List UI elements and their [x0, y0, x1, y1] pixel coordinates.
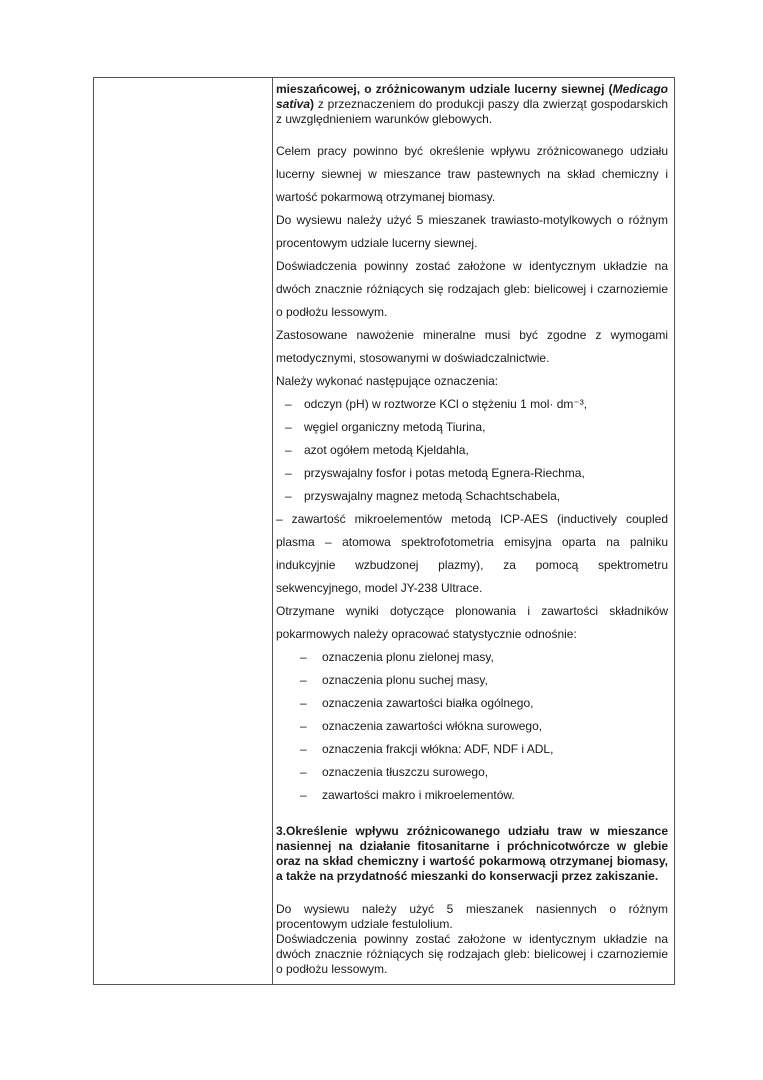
intro-bold-lead: mieszańcowej, o zróżnicowanym udziale lucerny siewnej ( [276, 82, 613, 96]
section3-body [276, 902, 668, 977]
intro-rest: z przeznaczeniem do produkcji paszy dla zwierząt gospodarskich z uwzględnieniem warunków glebowych. [276, 97, 668, 126]
paragraph-doswiadczenia: Doświadczenia powinny zostać założone w identycznym układzie na dwóch znacznie różniących się rodzajach gleb: bielicowej i czarnoziemie o podłożu lessowym. [276, 259, 668, 319]
section3-paragraph-doswiadczenia: Doświadczenia powinny zostać założone w identycznym układzie na dwóch znacznie różniących się rodzajach gleb: bielicowej i czarnoziemie o podłożu lessowym. [276, 932, 668, 976]
list-item: – oznaczenia tłuszczu surowego, [276, 761, 668, 784]
dash-bullet: – [300, 788, 307, 802]
dash-bullet: – [285, 420, 292, 434]
list-item: – oznaczenia zawartości białka ogólnego, [276, 692, 668, 715]
dash-bullet: – [285, 466, 292, 480]
section3-heading: 3.Określenie wpływu zróżnicowanego udziału traw w mieszance nasiennej na działanie fitosanitarne i próchnicotwórcze w glebie oraz na skład chemiczny i wartość pokarmową otrzymanej biomasy, a także na przydatność mieszanki do konserwacji przez zakiszanie. [276, 824, 668, 883]
list-item: – oznaczenia zawartości włókna surowego, [276, 715, 668, 738]
paragraph-wyniki: Otrzymane wyniki dotyczące plonowania i zawartości składników pokarmowych należy opracować statystycznie odnośnie: [276, 604, 668, 641]
dash-bullet: – [300, 719, 307, 733]
dash-bullet: – [300, 650, 307, 664]
dash-bullet: – [300, 673, 307, 687]
intro-paragraph [276, 82, 668, 127]
paragraph-oznaczenia: Należy wykonać następujące oznaczenia: [276, 374, 499, 388]
paragraph-cel: Celem pracy powinno być określenie wpływu zróżnicowanego udziału lucerny siewnej w mieszance traw pastewnych na skład chemiczny i wartość pokarmową otrzymanej biomasy. [276, 144, 668, 204]
content-table [93, 77, 675, 985]
statistics-list [276, 646, 668, 807]
list-item: – odczyn (pH) w roztworze KCl o stężeniu 1 mol· dm⁻³, [276, 393, 668, 416]
list-item: – przyswajalny fosfor i potas metodą Egnera-Riechma, [276, 462, 668, 485]
dash-bullet: – [300, 696, 307, 710]
main-body [276, 140, 668, 807]
analysis-list [276, 393, 668, 508]
list-item: – oznaczenia frakcji włókna: ADF, NDF i ADL, [276, 738, 668, 761]
paragraph-nawozenie: Zastosowane nawożenie mineralne musi być zgodne z wymogami metodycznymi, stosowanymi w doświadczalnictwie. [276, 328, 668, 365]
dash-bullet: – [300, 742, 307, 756]
intro-bold-close: ) [310, 97, 315, 111]
paragraph-mikroelementy: – zawartość mikroelementów metodą ICP-AES (inductively coupled plasma – atomowa spektrofotometria emisyjna oparta na palniku indukcyjnie wzbudzonej plazmy), za pomocą spektrometru sekwencyjnego, model JY-238 Ultrace. [276, 512, 668, 595]
dash-bullet: – [285, 443, 292, 457]
table-left-column [94, 78, 273, 984]
paragraph-wysiew: Do wysiewu należy użyć 5 mieszanek trawiasto-motylkowych o różnym procentowym udziale lucerny siewnej. [276, 213, 668, 250]
dash-bullet: – [285, 397, 292, 411]
dash-bullet: – [285, 489, 292, 503]
list-item: – przyswajalny magnez metodą Schachtschabela, [276, 485, 668, 508]
list-item: – węgiel organiczny metodą Tiurina, [276, 416, 668, 439]
list-item: – oznaczenia plonu zielonej masy, [276, 646, 668, 669]
latin-name: Medicago sativa [276, 82, 668, 111]
dash-bullet: – [300, 765, 307, 779]
list-item: – oznaczenia plonu suchej masy, [276, 669, 668, 692]
section3-paragraph-wysiew: Do wysiewu należy użyć 5 mieszanek nasiennych o różnym procentowym udziale festulolium. [276, 902, 668, 931]
list-item: – zawartości makro i mikroelementów. [276, 784, 668, 807]
list-item: – azot ogółem metodą Kjeldahla, [276, 439, 668, 462]
